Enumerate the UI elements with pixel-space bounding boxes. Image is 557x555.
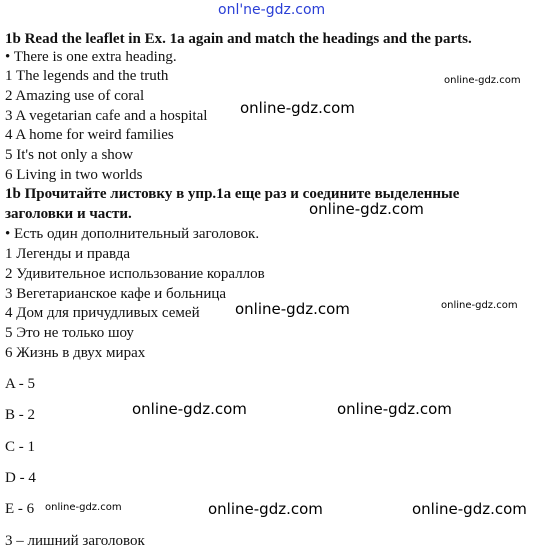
watermark: online-gdz.com <box>132 400 247 418</box>
answer-e: E - 6 <box>5 501 35 517</box>
watermark: online-gdz.com <box>412 500 527 518</box>
exercise-title-en: 1b Read the leaflet in Ex. 1a again and match the headings and the parts. <box>5 31 472 47</box>
watermark: online-gdz.com <box>45 502 122 513</box>
note-en: • There is one extra heading. <box>5 49 177 65</box>
watermark: online-gdz.com <box>337 400 452 418</box>
answer-c: C - 1 <box>5 439 35 455</box>
heading-ru-6: 6 Жизнь в двух мирах <box>5 345 146 361</box>
heading-ru-5: 5 Это не только шоу <box>5 325 134 341</box>
answer-b: B - 2 <box>5 407 35 423</box>
heading-en-6: 6 Living in two worlds <box>5 167 143 183</box>
answer-a: A - 5 <box>5 376 35 392</box>
heading-en-1: 1 The legends and the truth <box>5 68 169 84</box>
watermark-top: onl'ne-gdz.com <box>218 2 326 18</box>
heading-ru-3: 3 Вегетарианское кафе и больница <box>5 286 227 302</box>
watermark: online-gdz.com <box>444 75 521 86</box>
note-ru: • Есть один дополнительный заголовок. <box>5 226 260 242</box>
answer-d: D - 4 <box>5 470 36 486</box>
heading-en-4: 4 A home for weird families <box>5 127 174 143</box>
heading-ru-2: 2 Удивительное использование кораллов <box>5 266 265 282</box>
heading-en-5: 5 It's not only a show <box>5 147 134 163</box>
extra-heading-answer: 3 – лишний заголовок <box>5 533 145 549</box>
watermark: online-gdz.com <box>240 99 355 117</box>
watermark: online-gdz.com <box>208 500 323 518</box>
heading-ru-1: 1 Легенды и правда <box>5 246 131 262</box>
watermark: online-gdz.com <box>235 300 350 318</box>
exercise-title-ru-line1: 1b Прочитайте листовку в упр.1a еще раз и соедините выделенные <box>5 186 460 202</box>
watermark: online-gdz.com <box>441 300 518 311</box>
heading-ru-4: 4 Дом для причудливых семей <box>5 305 200 321</box>
exercise-title-ru-line2: заголовки и части. <box>5 206 132 222</box>
watermark: online-gdz.com <box>309 200 424 218</box>
heading-en-3: 3 A vegetarian cafe and a hospital <box>5 108 208 124</box>
heading-en-2: 2 Amazing use of coral <box>5 88 145 104</box>
